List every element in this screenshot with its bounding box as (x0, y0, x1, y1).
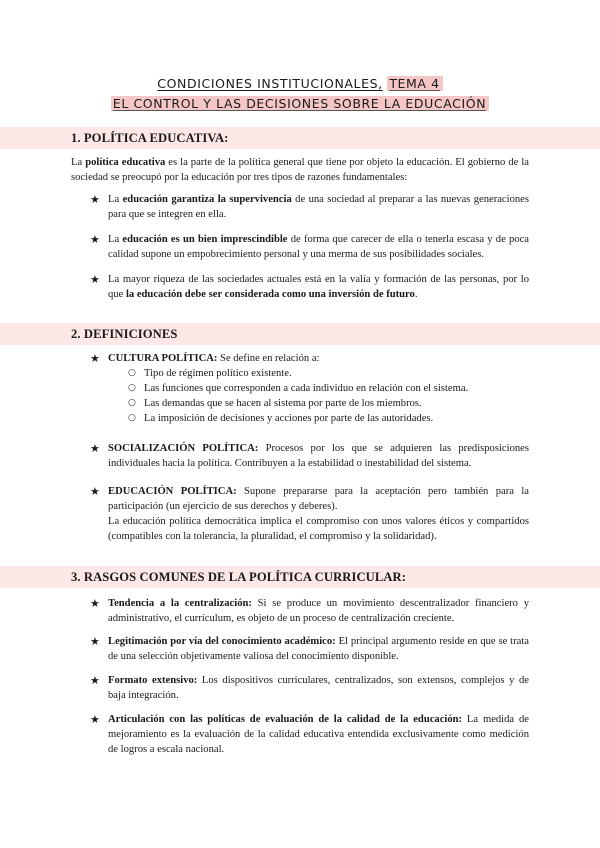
star-bullet-icon: ★ (90, 193, 100, 206)
star-bullet-icon: ★ (90, 597, 100, 610)
rasgo-legitimacion: Legitimación por vía del conocimiento académico: El principal argumento reside en que se trata de una selección objetivamente valiosa del conocimiento disponible. (108, 636, 529, 662)
sub-item: Las funciones que corresponden a cada individuo en relación con el sistema. (144, 383, 469, 394)
section-3-heading: 3. RASGOS COMUNES DE LA POLÍTICA CURRICULAR: (0, 566, 600, 588)
star-bullet-icon: ★ (90, 713, 100, 726)
title-line1: CONDICIONES INSTITUCIONALES, (157, 76, 383, 91)
def-educacion-politica-cont: La educación política democrática implica el compromiso con unos valores éticos y compartidos (compatibles con la tolerancia, la pluralidad, el compromiso y la solidaridad). (108, 516, 529, 542)
def-socializacion-politica: SOCIALIZACIÓN POLÍTICA: Procesos por los que se adquieren las predisposiciones individuales hacia la política. Contribuyen a la estabilidad o inestabilidad del sistema. (108, 443, 529, 469)
def-cultura-politica: CULTURA POLÍTICA: Se define en relación a: (108, 353, 320, 364)
star-bullet-icon: ★ (90, 485, 100, 498)
circle-bullet-icon: ○ (128, 383, 136, 393)
sub-item: Las demandas que se hacen al sistema por parte de los miembros. (144, 398, 422, 409)
star-bullet-icon: ★ (90, 635, 100, 648)
rasgo-formato-extensivo: Formato extensivo: Los dispositivos curriculares, centralizados, son extensos, complejos y de baja integración. (108, 675, 530, 701)
def-educacion-politica: EDUCACIÓN POLÍTICA: Supone prepararse para la aceptación pero también para la participación (un ejercicio de sus derechos y deberes). (108, 486, 529, 512)
circle-bullet-icon: ○ (128, 398, 136, 408)
section-1-heading: 1. POLÍTICA EDUCATIVA: (0, 127, 600, 149)
circle-bullet-icon: ○ (128, 368, 136, 378)
star-bullet-icon: ★ (90, 352, 100, 365)
rasgo-articulacion-evaluacion: Articulación con las políticas de evaluación de la calidad de la educación: La medida de mejoramiento es la evaluación de la calidad educativa entendida exclusivamente como medición de logros a escala nacional. (108, 714, 529, 755)
topic-tag: TEMA 4 (387, 76, 442, 91)
document-subtitle (0, 96, 600, 112)
sub-item: La imposición de decisiones y acciones por parte de las autoridades. (144, 413, 434, 424)
star-bullet-icon: ★ (90, 273, 100, 286)
bullet-supervivencia: La educación garantiza la supervivencia de una sociedad al preparar a las nuevas generaciones para que se integren en ella. (108, 194, 529, 220)
subtitle-text: EL CONTROL Y LAS DECISIONES SOBRE LA EDUCACIÓN (111, 96, 489, 111)
section-2-heading: 2. DEFINICIONES (0, 323, 600, 345)
section-1-intro: La política educativa es la parte de la política general que tiene por objeto la educación. El gobierno de la sociedad se preocupó por la educación por tres tipos de razones fundamentales: (71, 157, 530, 183)
document-title (0, 76, 600, 92)
rasgo-centralizacion: Tendencia a la centralización: Si se produce un movimiento descentralizador financiero y administrativo, el currículum, es objeto de un proceso de centralización creciente. (108, 598, 529, 624)
bullet-bien-imprescindible: La educación es un bien imprescindible de forma que carecer de ella o tenerla escasa y de poca calidad supone un empobrecimiento personal y una merma de sus posibilidades sociales. (108, 234, 529, 260)
bullet-inversion-futuro: La mayor riqueza de las sociedades actuales está en la valía y formación de las personas, por lo que la educación debe ser considerada como una inversión de futuro. (108, 274, 529, 300)
sub-item: Tipo de régimen político existente. (144, 368, 292, 379)
star-bullet-icon: ★ (90, 233, 100, 246)
star-bullet-icon: ★ (90, 442, 100, 455)
star-bullet-icon: ★ (90, 674, 100, 687)
circle-bullet-icon: ○ (128, 413, 136, 423)
